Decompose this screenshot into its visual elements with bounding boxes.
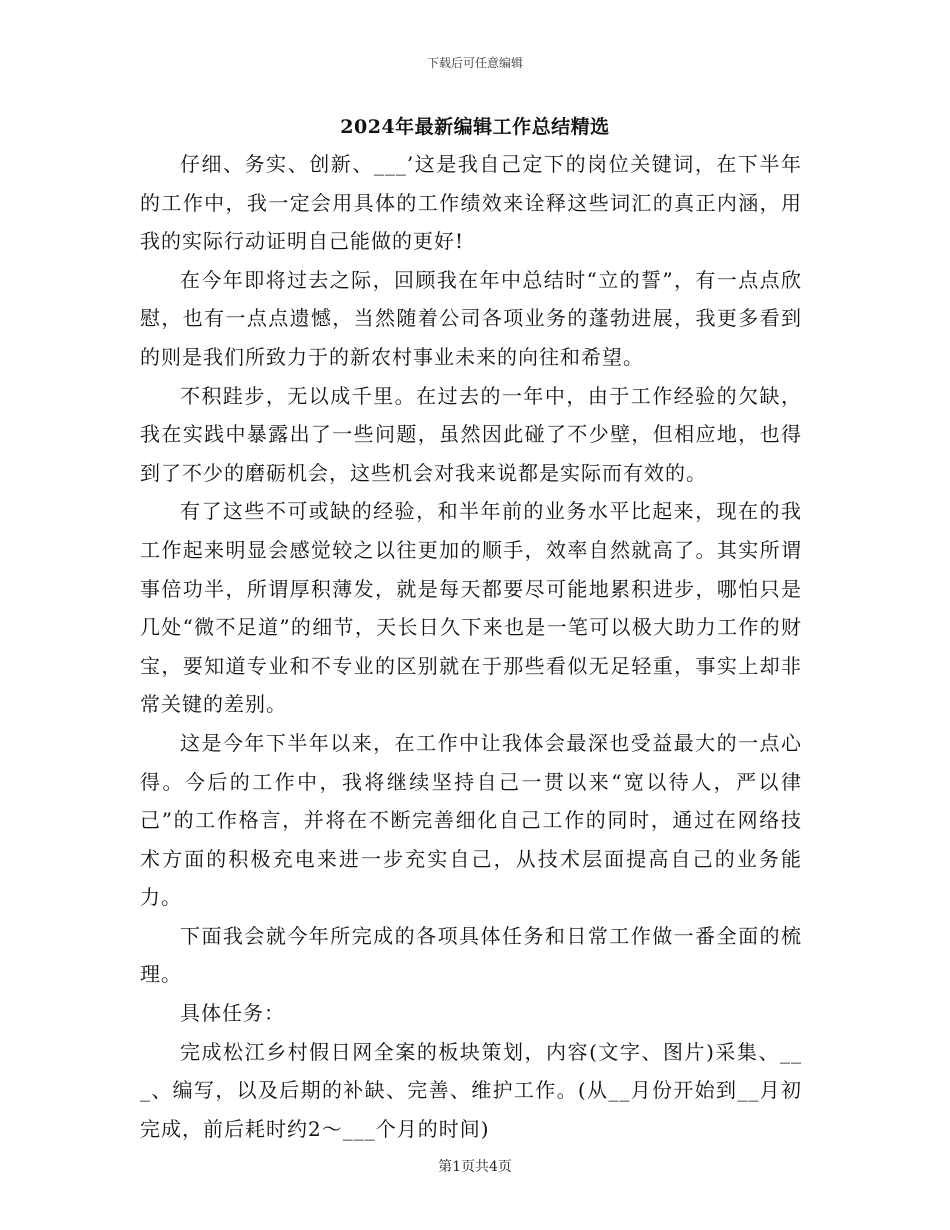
paragraph-4: 有了这些不可或缺的经验，和半年前的业务水平比起来，现在的我工作起来明显会感觉较之以往更加的顺手，效率自然就高了。其实所谓事倍功半，所谓厚积薄发，就是每天都要尽可能地累积进步，哪怕只是几处“微不足道”的细节，天长日久下来也是一笔可以极大助力工作的财宝，要知道专业和不专业的区别就在于那些看似无足轻重，事实上却非常关键的差别。 bbox=[140, 499, 802, 717]
paragraph-1: 仔细、务实、创新、___’这是我自己定下的岗位关键词，在下半年的工作中，我一定会用具体的工作绩效来诠释这些词汇的真正内涵，用我的实际行动证明自己能做的更好! bbox=[140, 152, 802, 254]
document-title: 2024年最新编辑工作总结精选 bbox=[340, 116, 610, 138]
paragraph-6: 下面我会就今年所完成的各项具体任务和日常工作做一番全面的梳理。 bbox=[140, 923, 802, 987]
paragraph-3: 不积跬步，无以成千里。在过去的一年中，由于工作经验的欠缺，我在实践中暴露出了一些问题，虽然因此碰了不少壁，但相应地，也得到了不少的磨砺机会，这些机会对我来说都是实际而有效的。 bbox=[140, 383, 802, 485]
paragraph-7-section-heading: 具体任务： bbox=[180, 1001, 285, 1026]
page-number-footer: 第1页共4页 bbox=[438, 1159, 512, 1175]
document-body bbox=[140, 145, 802, 1148]
paragraph-5: 这是今年下半年以来，在工作中让我体会最深也受益最大的一点心得。今后的工作中，我将继续坚持自己一贯以来“宽以待人，严以律己”的工作格言，并将在不断完善细化自己工作的同时，通过在网络技术方面的积极充电来进一步充实自己，从技术层面提高自己的业务能力。 bbox=[140, 730, 802, 910]
page-header-note: 下载后可任意编辑 bbox=[426, 56, 523, 70]
paragraph-8: 完成松江乡村假日网全案的板块策划，内容(文字、图片)采集、___、编写，以及后期的补缺、完善、维护工作。(从__月份开始到__月初完成，前后耗时约2～___个月的时间) bbox=[140, 1039, 802, 1141]
paragraph-2: 在今年即将过去之际，回顾我在年中总结时“立的誓”，有一点点欣慰，也有一点点遗憾，当然随着公司各项业务的蓬勃进展，我更多看到的则是我们所致力于的新农村事业未来的向往和希望。 bbox=[140, 267, 802, 369]
